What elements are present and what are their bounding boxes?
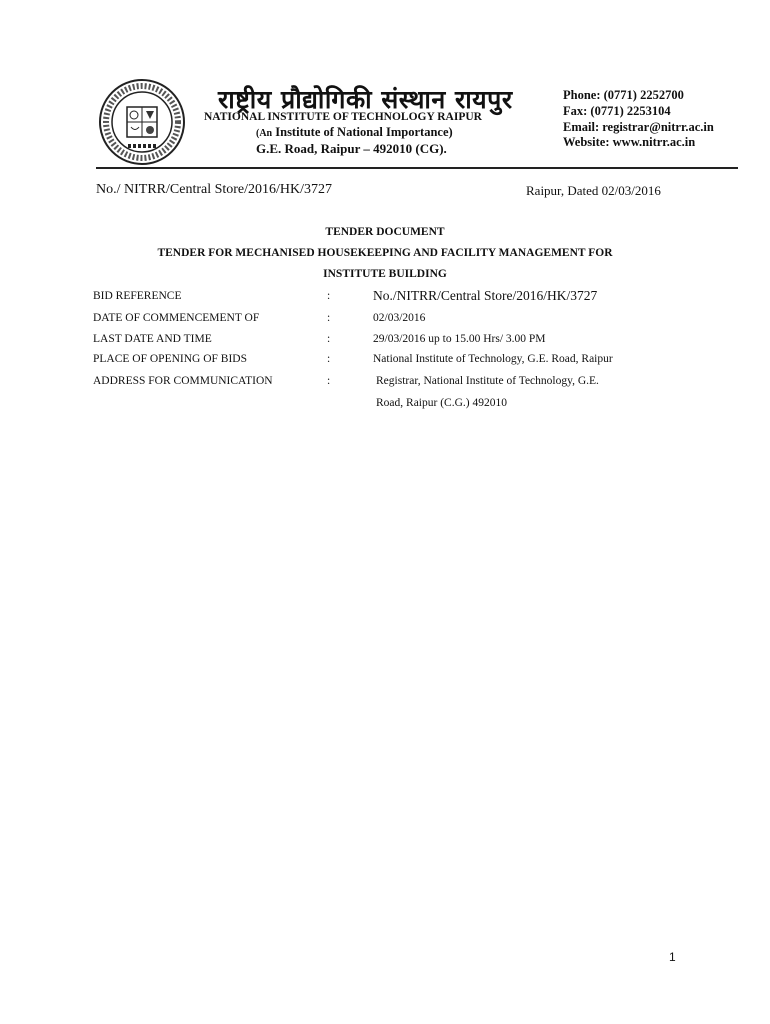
detail-label: LAST DATE AND TIME	[93, 333, 212, 345]
institute-status	[256, 125, 453, 140]
english-institute-name: NATIONAL INSTITUTE OF TECHNOLOGY RAIPUR	[204, 111, 482, 123]
institute-address: G.E. Road, Raipur – 492010 (CG).	[256, 141, 447, 156]
institute-status-prefix: (An	[256, 128, 273, 139]
tender-subject-line-2: INSTITUTE BUILDING	[323, 268, 447, 280]
detail-colon: :	[327, 353, 331, 365]
detail-row-place-of-opening	[93, 353, 663, 373]
letterhead-divider	[96, 167, 738, 169]
detail-row-communication-address	[93, 375, 663, 395]
communication-address-continuation: Road, Raipur (C.G.) 492010	[376, 397, 507, 409]
detail-value: 29/03/2016 up to 15.00 Hrs/ 3.00 PM	[373, 333, 546, 345]
detail-value: No./NITRR/Central Store/2016/HK/3727	[373, 288, 598, 303]
detail-colon: :	[327, 312, 331, 324]
document-title: TENDER DOCUMENT	[325, 226, 445, 238]
reference-number: No./ NITRR/Central Store/2016/HK/3727	[96, 182, 333, 197]
website-address: Website: www.nitrr.ac.in	[563, 135, 696, 149]
detail-value: 02/03/2016	[373, 312, 426, 324]
tender-subject-line-1: TENDER FOR MECHANISED HOUSEKEEPING AND FACILITY MANAGEMENT FOR	[157, 247, 613, 259]
fax-number: Fax: (0771) 2253104	[563, 104, 671, 118]
detail-row-commencement-date	[93, 312, 663, 332]
detail-value: Registrar, National Institute of Technology, G.E.	[376, 375, 599, 387]
detail-value: National Institute of Technology, G.E. Road, Raipur	[373, 353, 613, 365]
detail-colon: :	[327, 333, 331, 345]
email-address: Email: registrar@nitrr.ac.in	[563, 120, 714, 134]
detail-row-last-date	[93, 333, 663, 353]
institute-status-text: Institute of National Importance)	[275, 125, 453, 139]
phone-number: Phone: (0771) 2252700	[563, 88, 684, 102]
detail-label: DATE OF COMMENCEMENT OF	[93, 312, 260, 324]
detail-colon: :	[327, 290, 331, 302]
hindi-institute-name: राष्ट्रीय प्रौद्योगिकी संस्थान रायपुर	[218, 85, 513, 114]
page-number: 1	[669, 950, 676, 964]
detail-row-bid-reference	[93, 290, 663, 310]
institute-seal-logo	[98, 78, 186, 166]
detail-label: ADDRESS FOR COMMUNICATION	[93, 375, 273, 387]
reference-date: Raipur, Dated 02/03/2016	[526, 183, 661, 198]
detail-label: PLACE OF OPENING OF BIDS	[93, 353, 247, 365]
detail-label: BID REFERENCE	[93, 290, 182, 302]
detail-colon: :	[327, 375, 331, 387]
